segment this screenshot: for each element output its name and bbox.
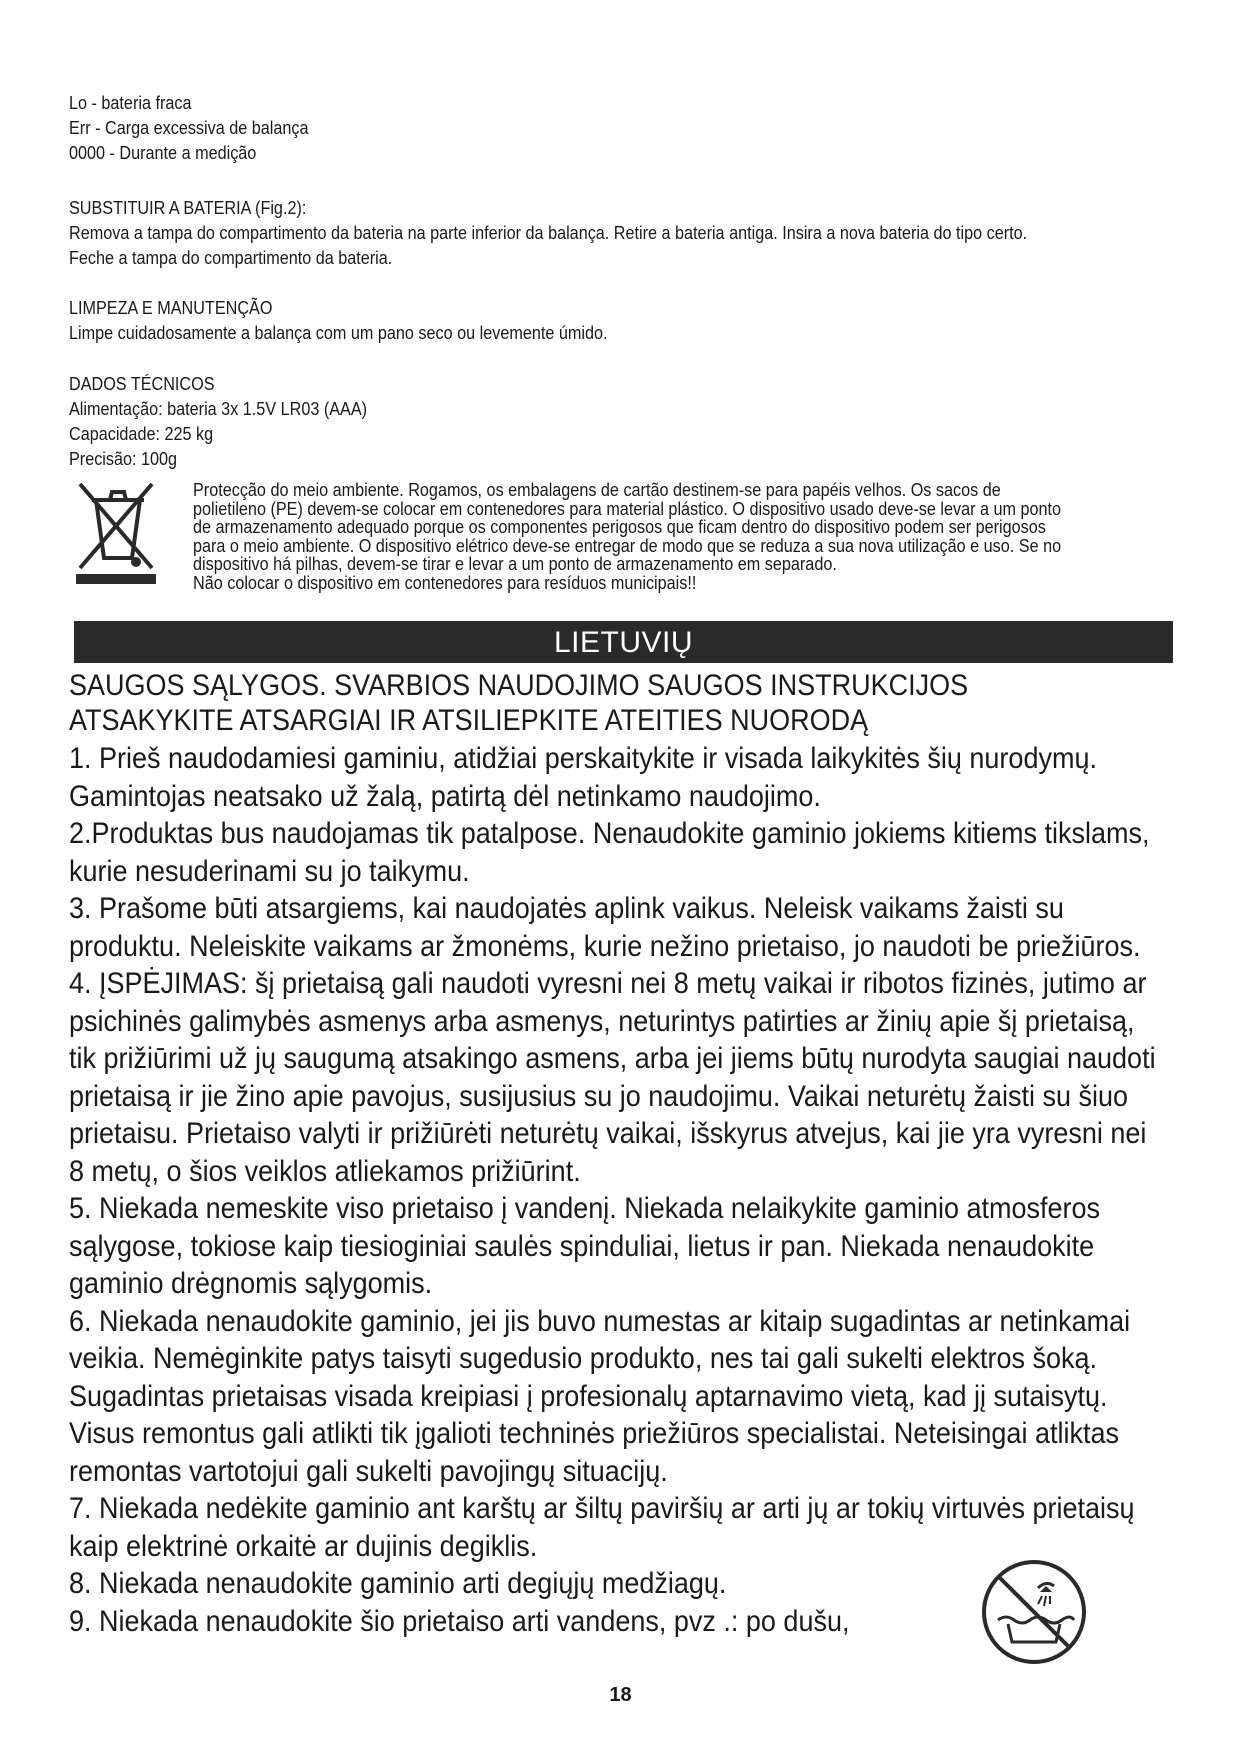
environment-line: Protecção do meio ambiente. Rogamos, os embalagens de cartão destinem-se para papéis velhos. Os sacos de: [193, 480, 1001, 500]
instruction-line: 7. Niekada nedėkite gaminio ant karštų ar šiltų paviršių ar arti jų ar tokių virtuvės prietaisų: [69, 1492, 1135, 1525]
environment-line: polietileno (PE) devem-se colocar em contenedores para material plástico. O dispositivo usado deve-se levar a um ponto: [193, 498, 1062, 519]
instruction-line: 9. Niekada nenaudokite šio prietaiso arti vandens, pvz .: po dušu,: [69, 1604, 850, 1638]
instruction-line: tik prižiūrimi už jų saugumą atsakingo asmens, arba jei jiems būtų nurodyta saugiai naudoti: [69, 1042, 1156, 1075]
specs-title: DADOS TÉCNICOS: [69, 374, 215, 394]
instruction-line: kaip elektrinė orkaitė ar dujinis degiklis.: [69, 1529, 538, 1563]
environment-line: para o meio ambiente. O dispositivo elétrico deve-se entregar de modo que se reduza a sua nova utilização e uso. Se no: [193, 535, 1062, 556]
weee-crossed-bin-icon: [74, 478, 158, 584]
instruction-line: prietaisu. Prietaiso valyti ir prižiūrėti neturėtų vaikai, išskyrus atvejus, kai jie yra vyresni nei: [69, 1117, 1147, 1150]
battery-section: [69, 196, 1149, 271]
battery-title: SUBSTITUIR A BATERIA (Fig.2):: [69, 198, 307, 218]
instruction-line: 8. Niekada nenaudokite gaminio arti degiųjų medžiagų.: [69, 1567, 727, 1600]
instruction-line: psichinės galimybės asmenys arba asmenys, neturintys patirties ar žinių apie šį prietaisą,: [69, 1004, 1135, 1038]
instruction-line: Sugadintas prietaisas visada kreipiasi į profesionalų aptarnavimo vietą, kad jį sutaisytų.: [69, 1379, 1108, 1413]
cleaning-title: LIMPEZA E MANUTENÇÃO: [69, 298, 273, 318]
specs-section: [69, 372, 1149, 472]
safety-heading: [69, 668, 1149, 738]
instruction-line: 4. ĮSPĖJIMAS: šį prietaisą gali naudoti vyresni nei 8 metų vaikai ir ribotos fizinės, jutimo ar: [69, 967, 1147, 1000]
instruction-line: produktu. Neleiskite vaikams ar žmonėms, kurie nežino prietaiso, jo naudoti be priežiūros.: [69, 929, 1141, 963]
instruction-line: Visus remontus gali atlikti tik įgalioti techninės priežiūros specialistai. Neteisingai atliktas: [69, 1417, 1119, 1450]
instruction-line: 3. Prašome būti atsargiems, kai naudojatės aplink vaikus. Neleisk vaikams žaisti su: [69, 892, 1064, 925]
instruction-line: 2.Produktas bus naudojamas tik patalpose. Nenaudokite gaminio jokiems kitiems tikslams,: [69, 817, 1150, 850]
cleaning-text: Limpe cuidadosamente a balança com um pano seco ou levemente úmido.: [69, 323, 608, 343]
instruction-line: remontas vartotojui gali sukelti pavojingų situacijų.: [69, 1454, 668, 1488]
page-number: 18: [609, 1684, 632, 1706]
instruction-line: Gamintojas neatsako už žalą, patirtą dėl netinkamo naudojimo.: [69, 779, 821, 813]
spec-item: Alimentação: bateria 3x 1.5V LR03 (AAA): [69, 399, 368, 419]
spec-item: Precisão: 100g: [69, 449, 178, 469]
instruction-line: gaminio drėgnomis sąlygomis.: [69, 1267, 433, 1300]
instruction-line: kurie nesuderinami su jo taikymu.: [69, 854, 470, 888]
battery-text-line: Remova a tampa do compartimento da bateria na parte inferior da balança. Retire a bateria antiga. Insira a nova bateria do tipo certo.: [69, 223, 1028, 243]
environment-line: Não colocar o dispositivo em contenedores para resíduos municipais!!: [193, 572, 697, 593]
environment-notice: [193, 481, 1183, 592]
instruction-line: 8 metų, o šios veiklos atliekamos prižiūrint.: [69, 1154, 581, 1188]
cleaning-section: [69, 296, 1149, 346]
battery-text-line: Feche a tampa do compartimento da bateria.: [69, 248, 393, 268]
safety-heading-line: ATSAKYKITE ATSARGIAI IR ATSILIEPKITE ATEITIES NUORODĄ: [69, 704, 869, 737]
status-code-line: Err - Carga excessiva de balança: [69, 118, 309, 138]
instruction-line: sąlygose, tokiose kaip tiesioginiai saulės spinduliai, lietus ir pan. Niekada nenaudokite: [69, 1229, 1095, 1263]
instruction-line: 1. Prieš naudodamiesi gaminiu, atidžiai perskaitykite ir visada laikykitės šių nurodymų.: [69, 742, 1097, 775]
instruction-line: 6. Niekada nenaudokite gaminio, jei jis buvo numestas ar kitaip sugadintas ar netinkamai: [69, 1304, 1131, 1338]
instruction-line: 5. Niekada nemeskite viso prietaiso į vandenį. Niekada nelaikykite gaminio atmosferos: [69, 1192, 1101, 1225]
safety-instructions: [69, 740, 1194, 1640]
status-codes: [69, 91, 1149, 166]
no-shower-bath-icon: [980, 1558, 1088, 1666]
language-banner: LIETUVIŲ: [74, 621, 1173, 663]
environment-line: de armazenamento adequado porque os componentes perigosos que ficam dentro do dispositivo podem ser perigosos: [193, 517, 1046, 537]
environment-line: dispositivo há pilhas, devem-se tirar e levar a um ponto de armazenamento em separado.: [193, 554, 837, 574]
safety-heading-line: SAUGOS SĄLYGOS. SVARBIOS NAUDOJIMO SAUGOS INSTRUKCIJOS: [69, 669, 969, 702]
status-code-line: Lo - bateria fraca: [69, 93, 192, 113]
instruction-line: prietaisą ir jie žino apie pavojus, susijusius su jo naudojimu. Vaikai neturėtų žaisti su šiuo: [69, 1079, 1129, 1113]
spec-item: Capacidade: 225 kg: [69, 424, 214, 444]
instruction-line: veikia. Nemėginkite patys taisyti sugedusio produkto, nes tai gali sukelti elektros šoką.: [69, 1342, 1098, 1375]
status-code-line: 0000 - Durante a medição: [69, 143, 257, 163]
